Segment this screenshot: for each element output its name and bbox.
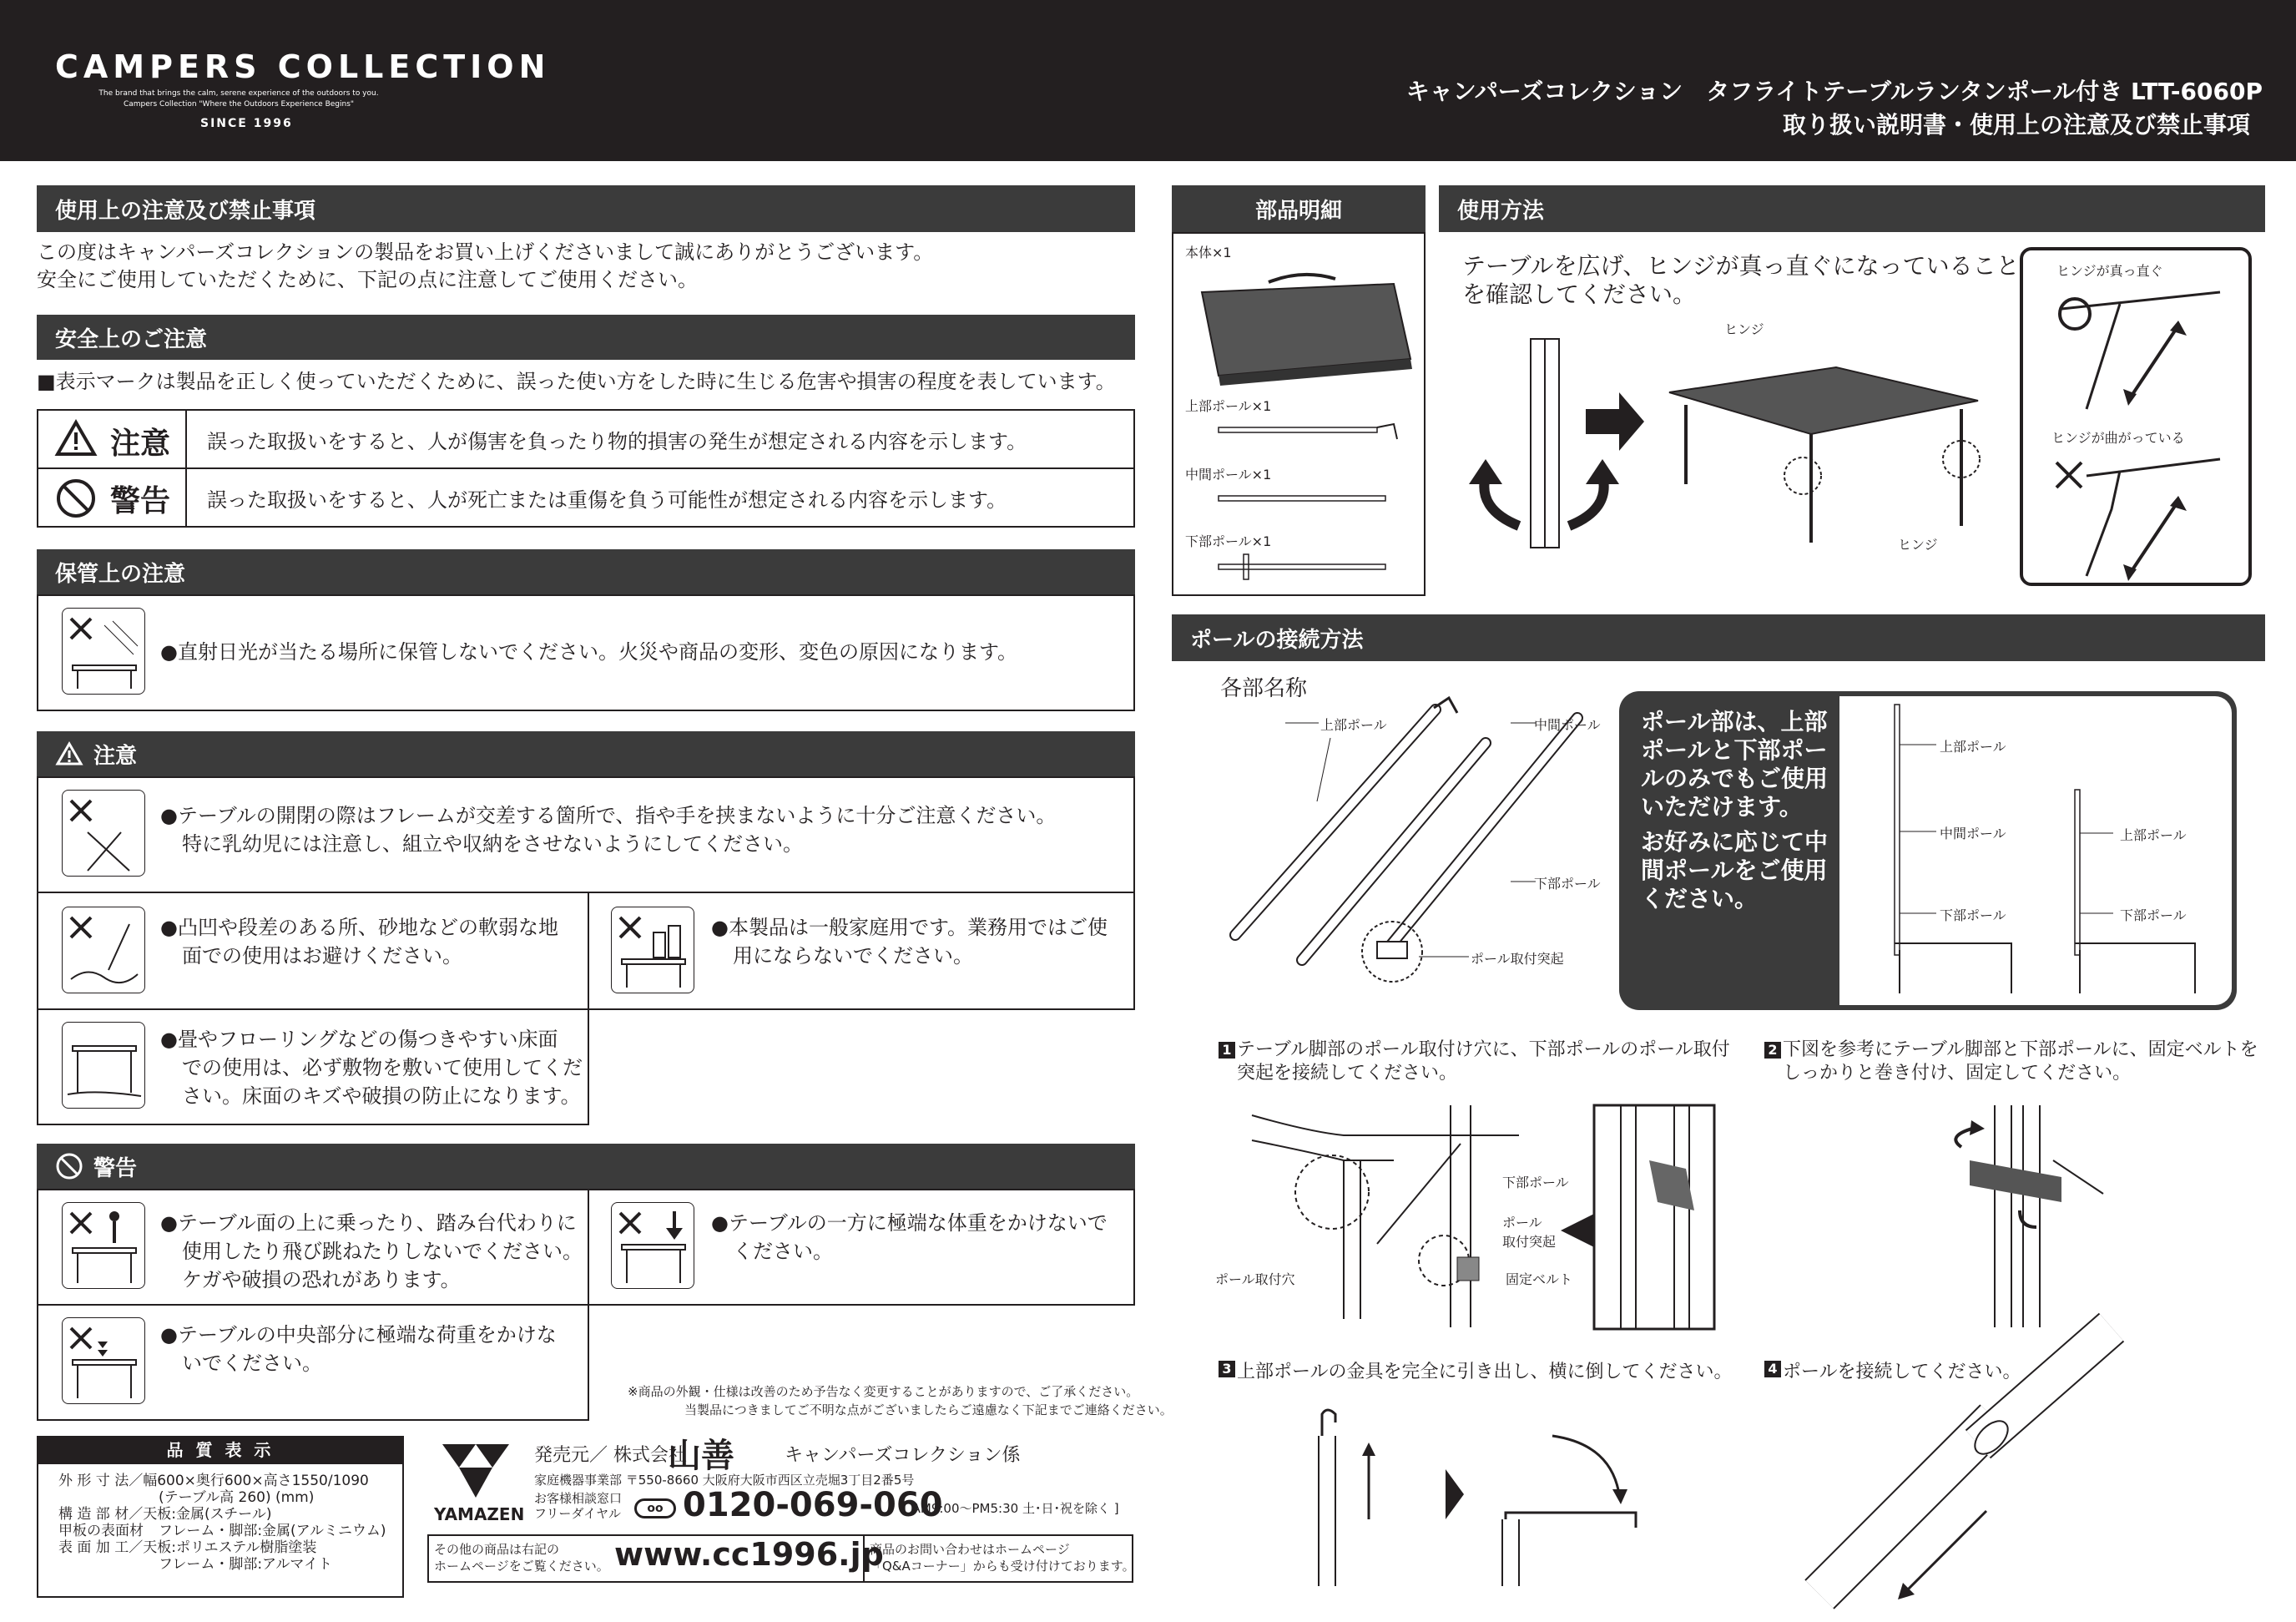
usage-text: テーブルを広げ、ヒンジが真っ直ぐになっていること を確認してください。 — [1462, 252, 2020, 308]
precautions-heading: 使用上の注意及び禁止事項 — [37, 185, 1135, 232]
intro-line1: この度はキャンパーズコレクションの製品をお買い上げくださいまして誠にありがとうございます。 — [37, 240, 934, 264]
warning-section-label: 警告 — [93, 1155, 138, 1181]
step-2-text: 下図を参考にテーブル脚部と下部ポールに、固定ベルトを しっかりと巻き付け、固定してください。 — [1783, 1039, 2258, 1084]
quality-spec — [58, 1473, 386, 1573]
part-upper-label: 上部ポール×1 — [1185, 398, 1272, 414]
caution-item1-line1: ●テーブルの開閉の際はフレームが交差する箇所で、指や手を挟まないように十分ご注意ください。 — [160, 804, 1057, 827]
hinge-bent-illustration — [2036, 451, 2237, 584]
warning-item3-line2: いでください。 — [182, 1352, 322, 1375]
part-middle-label: 中間ポール×1 — [1185, 467, 1272, 483]
caution-item4-line3: さい。床面のキズや破損の防止になります。 — [182, 1084, 581, 1108]
brand-tagline: The brand that brings the calm, serene experience of the outdoors to you. Campers Collection "Where the Outdoors Experience Begins" — [98, 89, 379, 109]
caution-triangle-icon — [55, 741, 83, 766]
company-dept: キャンパーズコレクション係 — [785, 1445, 1021, 1466]
company-name: 山善 — [668, 1437, 734, 1475]
standing-on-table-icon — [62, 1202, 145, 1289]
brand-since: SINCE 1996 — [200, 117, 293, 130]
divider — [185, 409, 187, 528]
usage-heading: 使用方法 — [1439, 185, 2265, 232]
step1-lower-pole-label: 下部ポール — [1502, 1175, 1569, 1190]
warning-item3-line1: ●テーブルの中央部分に極端な荷重をかけな — [160, 1323, 557, 1347]
lower-pole-illustration — [1219, 551, 1394, 584]
caution-item1-line2: 特に乳幼児には注意し、組立や収納をさせないようにしてください。 — [182, 832, 803, 856]
divider — [588, 1189, 589, 1306]
phone-hours: [ AM9:00〜PM5:30 土･日･祝を除く ] — [903, 1501, 1119, 1516]
step-4-badge: 4 — [1764, 1361, 1781, 1377]
config2-lower-label: 下部ポール — [2120, 907, 2187, 923]
upper-pole-label: 上部ポール — [1320, 717, 1387, 733]
hinge-bent-label: ヒンジが曲がっている — [2051, 430, 2185, 446]
floor-damage-icon — [62, 1022, 145, 1109]
lower-pole-label: 下部ポール — [1534, 876, 1601, 892]
warning-item2-line2: ください。 — [733, 1240, 833, 1263]
quality-surface-label: 甲板の表面材 — [58, 1523, 144, 1539]
sunlight-icon — [62, 608, 145, 695]
step1-mount-label: ポール 取付突起 — [1502, 1215, 1557, 1250]
quality-table-height: (テーブル高 260) (mm) — [159, 1489, 315, 1506]
phone-number: 0120-069-060 — [683, 1486, 943, 1524]
caution-label: 注意 — [110, 427, 171, 461]
storage-heading: 保管上の注意 — [37, 549, 1135, 594]
qa-text: 商品のお問い合わせはホームページ 「Q&Aコーナー」からも受け付けております。 — [870, 1542, 1135, 1574]
part-names-label: 各部名称 — [1220, 676, 1308, 701]
table-body-illustration — [1193, 267, 1419, 392]
step-1-badge: 1 — [1219, 1042, 1235, 1059]
warning-item1-line3: ケガや破損の恐れがあります。 — [182, 1268, 461, 1291]
step1-belt-label: 固定ベルト — [1506, 1271, 1573, 1287]
step-2-illustration — [1928, 1102, 2145, 1336]
warning-item1-line2: 使用したり飛び跳ねたりしないでください。 — [182, 1240, 583, 1263]
warning-section-heading — [37, 1144, 1135, 1189]
pole-mount-label: ポール取付突起 — [1471, 951, 1564, 967]
caution-item4-line2: での使用は、必ず敷物を敷いて使用してくだ — [182, 1056, 583, 1079]
middle-pole-label: 中間ポール — [1534, 717, 1601, 733]
step-1-illustration — [1244, 1102, 1719, 1336]
storage-text: ●直射日光が当たる場所に保管しないでください。火災や商品の変形、変色の原因になります。 — [160, 640, 1018, 664]
quality-heading: 品 質 表 示 — [37, 1436, 404, 1464]
divider — [37, 892, 1135, 893]
step-4-illustration — [1803, 1394, 2137, 1603]
seller-label: 発売元／ 株式会社 — [534, 1445, 687, 1466]
middle-pole-illustration — [1219, 491, 1394, 508]
caution-item3-line2: 用にならないでください。 — [733, 944, 973, 968]
yamazen-logo-icon — [434, 1439, 517, 1503]
notice-line1: ※商品の外観・仕様は改善のため予告なく変更することがありますので、ご了承ください。 — [628, 1384, 1139, 1399]
freedial-icon: oo — [634, 1498, 676, 1518]
step1-hole-label: ポール取付穴 — [1215, 1271, 1295, 1287]
caution-item4-line1: ●畳やフローリングなどの傷つきやすい床面 — [160, 1028, 558, 1051]
poles-diagram — [1219, 693, 1636, 1002]
part-lower-label: 下部ポール×1 — [1185, 533, 1272, 549]
caution-item2-line1: ●凸凹や段差のある所、砂地などの軟弱な地 — [160, 916, 558, 939]
hinge-label-top: ヒンジ — [1724, 321, 1764, 337]
uneven-ground-icon — [62, 907, 145, 993]
caution-section-heading — [37, 731, 1135, 776]
caution-triangle-icon — [55, 419, 97, 457]
warning-item2-line1: ●テーブルの一方に極端な体重をかけないで — [711, 1211, 1108, 1235]
divider — [37, 467, 1135, 469]
caution-section-label: 注意 — [93, 743, 138, 769]
step-4-text: ポールを接続してください。 — [1783, 1362, 2021, 1382]
product-title: キャンパーズコレクション タフライトテーブルランタンポール付き LTT-6060P — [1405, 78, 2263, 105]
step-2-badge: 2 — [1764, 1042, 1781, 1059]
caution-item3-line1: ●本製品は一般家庭用です。業務用ではご使 — [711, 916, 1108, 939]
pole-config-diagram — [1886, 701, 2220, 1002]
intro-line2: 安全にご使用していただくために、下記の点に注意してご使用ください。 — [37, 268, 698, 291]
pinch-icon — [62, 790, 145, 877]
brand-logo: CAMPERS COLLECTION — [55, 48, 551, 85]
quality-finish-frame: フレーム・脚部:アルマイト — [159, 1556, 333, 1573]
config-middle-label: 中間ポール — [1940, 826, 2006, 841]
warning-desc: 誤った取扱いをすると、人が死亡または重傷を負う可能性が想定される内容を示します。 — [207, 488, 1007, 512]
website-url[interactable]: www.cc1996.jp — [614, 1536, 884, 1573]
step-3-text: 上部ポールの金具を完全に引き出し、横に倒してください。 — [1237, 1362, 1733, 1382]
warning-item1-line1: ●テーブル面の上に乗ったり、踏み台代わりに — [160, 1211, 577, 1235]
config2-upper-label: 上部ポール — [2120, 827, 2187, 843]
safety-heading: 安全上のご注意 — [37, 315, 1135, 360]
step-1-text: テーブル脚部のポール取付け穴に、下部ポールのポール取付 突起を接続してください。 — [1237, 1039, 1730, 1084]
parts-heading: 部品明細 — [1172, 185, 1426, 232]
step-3-illustration — [1302, 1402, 1703, 1594]
notice-line2: 当製品につきましてご不明な点がございましたらご遠慮なく下記までご連絡ください。 — [684, 1402, 1173, 1417]
prohibition-icon — [55, 1152, 83, 1180]
document-title: 取り扱い説明書・使用上の注意及び禁止事項 — [1782, 111, 2250, 139]
pole-note-text: ポール部は、上部 ポールと下部ポー ルのみでもご使用 いただけます。 お好みに応じて中 間ポールをご使用 ください。 — [1641, 708, 1829, 912]
prohibition-icon — [55, 478, 97, 519]
company-address: 家庭機器事業部 〒550-8660 大阪府大阪市西区立売堀3丁目2番5号 — [534, 1473, 915, 1488]
quality-dimensions: 外 形 寸 法／幅600×奥行600×高さ1550/1090 — [58, 1473, 369, 1489]
divider — [588, 892, 589, 1010]
upper-pole-illustration — [1219, 419, 1402, 444]
caution-desc: 誤った取扱いをすると、人が傷害を負ったり物的損害の発生が想定される内容を示します。 — [207, 430, 1027, 453]
commercial-use-icon — [611, 907, 694, 993]
pole-heading: ポールの接続方法 — [1172, 614, 2265, 661]
table-unfold-illustration — [1461, 326, 2011, 559]
side-weight-icon — [611, 1202, 694, 1289]
web-text: その他の商品は右記の ホームページをご覧ください。 — [434, 1542, 609, 1574]
config-lower-label: 下部ポール — [1940, 907, 2006, 923]
consult-label: お客様相談窓口 フリーダイヤル — [534, 1491, 623, 1521]
quality-structure: 構 造 部 材／天板:金属(スチール) — [58, 1506, 272, 1523]
caution-item2-line2: 面での使用はお避けください。 — [182, 944, 462, 968]
safety-note: ■表示マークは製品を正しく使っていただくために、誤った使い方をした時に生じる危害や損害の程度を表しています。 — [37, 370, 1116, 393]
step-3-badge: 3 — [1219, 1361, 1235, 1377]
config-upper-label: 上部ポール — [1940, 739, 2006, 755]
quality-frame: フレーム・脚部:金属(アルミニウム) — [159, 1523, 386, 1539]
hinge-straight-illustration — [2036, 284, 2237, 417]
hinge-label-bottom: ヒンジ — [1898, 537, 1938, 553]
warning-label: 警告 — [110, 484, 171, 518]
part-body-label: 本体×1 — [1185, 245, 1232, 260]
quality-finish: 表 面 加 工／天板:ポリエステル樹脂塗装 — [58, 1539, 317, 1556]
center-load-icon — [62, 1317, 145, 1404]
hinge-straight-label: ヒンジが真っ直ぐ — [2056, 263, 2163, 279]
yamazen-logo-text: YAMAZEN — [434, 1504, 525, 1524]
